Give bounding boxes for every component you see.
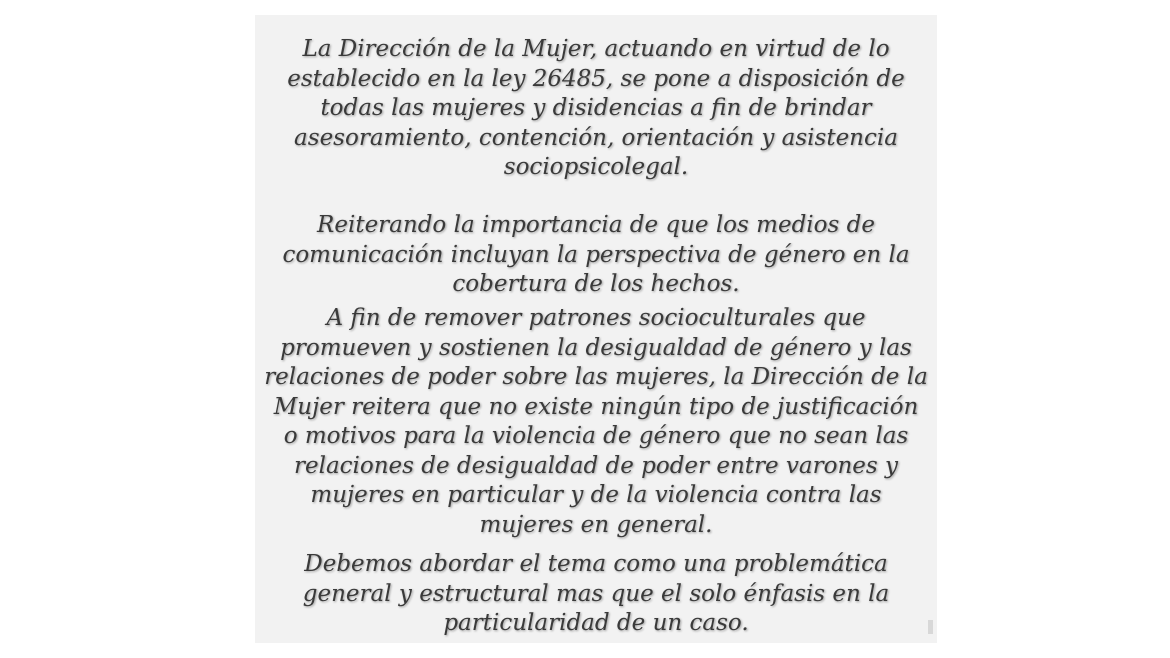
- paragraph-violence: [255, 304, 937, 540]
- text-line: mujeres en general.: [479, 511, 713, 538]
- text-line: general y estructural mas que el solo énfasis en la: [302, 580, 890, 607]
- text-line: Reiterando la importancia de que los medios de: [317, 212, 875, 238]
- text-line: Debemos abordar el tema como una problemática: [304, 551, 888, 577]
- text-line: todas las mujeres y disidencias a fin de brindar: [320, 95, 872, 121]
- text-line: establecido en la ley 26485, se pone a disposición de: [287, 65, 905, 92]
- text-line: particularidad de un caso.: [443, 610, 749, 636]
- scroll-marker: [928, 620, 933, 634]
- paragraph-media: [255, 211, 937, 300]
- text-line: Mujer reitera que no existe ningún tipo de justificación: [273, 393, 919, 420]
- text-line: La Dirección de la Mujer, actuando en virtud de lo: [302, 36, 890, 62]
- paragraph-conclusion: [255, 550, 937, 639]
- statement-panel: [255, 15, 937, 643]
- paragraph-services: [255, 35, 937, 183]
- text-line: o motivos para la violencia de género que no sean las: [283, 423, 909, 449]
- text-line: comunicación incluyan la perspectiva de género en la: [282, 241, 910, 268]
- text-line: sociopsicolegal.: [503, 154, 689, 180]
- text-line: cobertura de los hechos.: [452, 271, 740, 297]
- text-line: relaciones de desigualdad de poder entre varones y: [293, 452, 899, 479]
- text-line: promueven y sostienen la desigualdad de género y las: [280, 334, 912, 361]
- text-line: A fin de remover patrones socioculturales que: [326, 305, 866, 331]
- text-line: relaciones de poder sobre las mujeres, la Dirección de la: [264, 364, 928, 390]
- text-line: mujeres en particular y de la violencia contra las: [310, 482, 882, 508]
- text-line: asesoramiento, contención, orientación y asistencia: [294, 124, 898, 151]
